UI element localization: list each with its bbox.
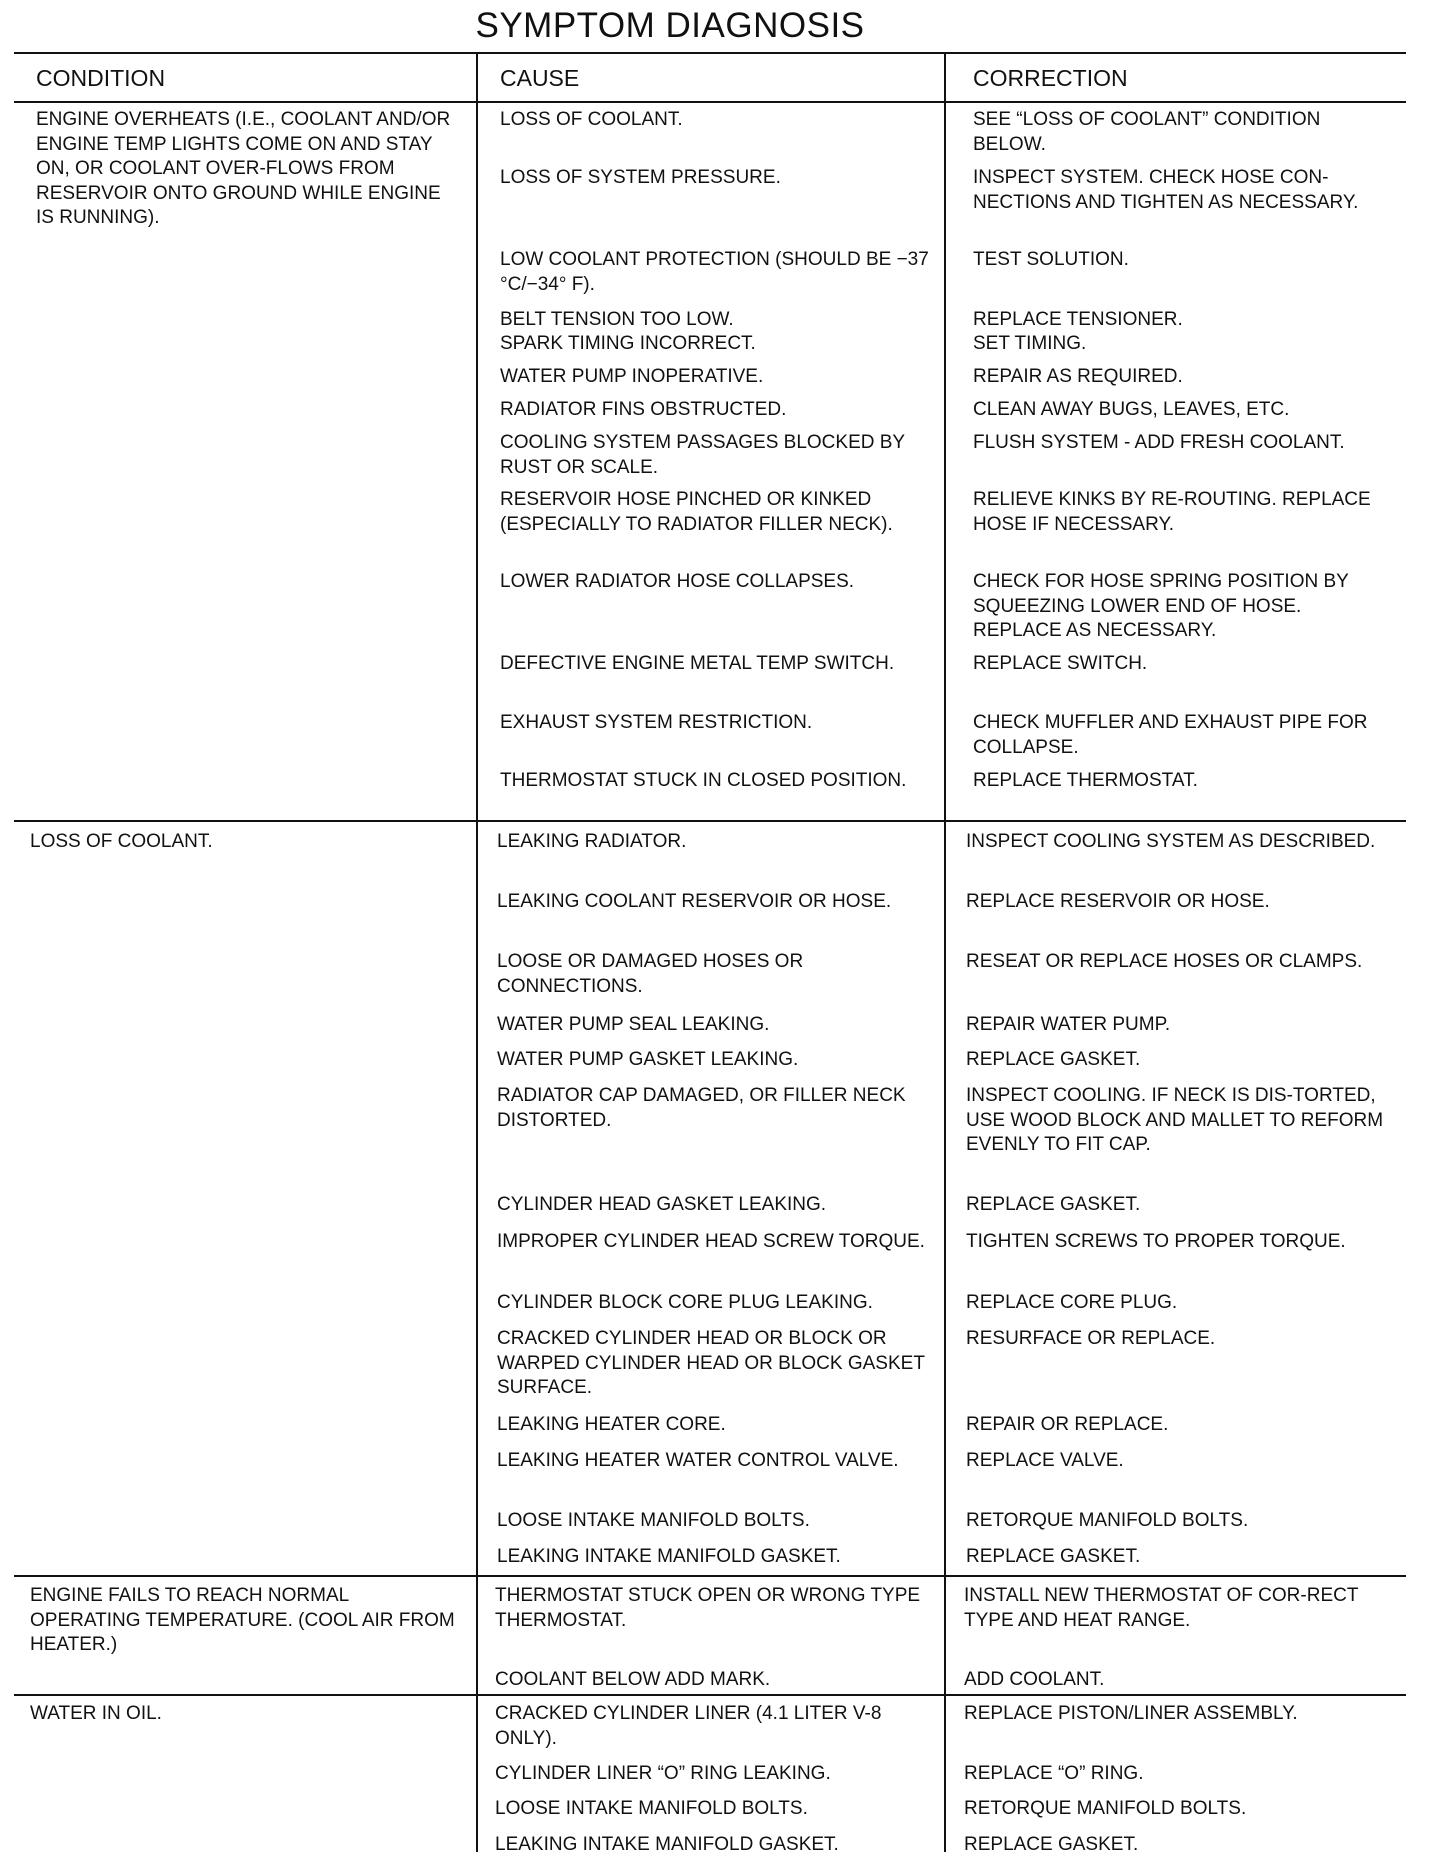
correction-cell: REPAIR AS REQUIRED.: [973, 366, 1183, 387]
header-correction: CORRECTION: [973, 65, 1128, 91]
cause-cell: LEAKING HEATER CORE.: [497, 1414, 726, 1435]
correction-cell: TIGHTEN SCREWS TO PROPER TORQUE.: [966, 1231, 1346, 1252]
cause-cell: CRACKED CYLINDER HEAD OR BLOCK OR WARPED CYLINDER HEAD OR BLOCK GASKET SURFACE.: [497, 1328, 925, 1398]
column-divider-2: [944, 52, 946, 1852]
cause-cell: LEAKING HEATER WATER CONTROL VALVE.: [497, 1450, 899, 1471]
header-condition: CONDITION: [36, 65, 166, 91]
cause-cell: LEAKING INTAKE MANIFOLD GASKET.: [497, 1546, 841, 1567]
cause-cell: CYLINDER LINER “O” RING LEAKING.: [495, 1763, 831, 1784]
correction-cell: ADD COOLANT.: [964, 1669, 1105, 1690]
cause-cell: WATER PUMP GASKET LEAKING.: [497, 1049, 799, 1070]
correction-cell: CHECK MUFFLER AND EXHAUST PIPE FOR COLLAPSE.: [973, 712, 1368, 758]
correction-cell: RETORQUE MANIFOLD BOLTS.: [964, 1798, 1247, 1819]
condition-cell: ENGINE FAILS TO REACH NORMAL OPERATING TEMPERATURE. (COOL AIR FROM HEATER.): [30, 1585, 455, 1655]
cause-cell: CYLINDER HEAD GASKET LEAKING.: [497, 1194, 827, 1215]
correction-cell: REPLACE PISTON/LINER ASSEMBLY.: [964, 1703, 1298, 1724]
correction-cell: SEE “LOSS OF COOLANT” CONDITION BELOW.: [973, 109, 1321, 155]
correction-cell: REPLACE GASKET.: [964, 1834, 1139, 1855]
correction-cell: REPAIR WATER PUMP.: [966, 1014, 1171, 1035]
cause-cell: THERMOSTAT STUCK OPEN OR WRONG TYPE THERMOSTAT.: [495, 1585, 921, 1631]
correction-cell: INSTALL NEW THERMOSTAT OF COR-RECT TYPE AND HEAT RANGE.: [964, 1585, 1359, 1631]
cause-cell: LEAKING COOLANT RESERVOIR OR HOSE.: [497, 891, 892, 912]
correction-cell: REPLACE “O” RING.: [964, 1763, 1144, 1784]
correction-cell: REPLACE SWITCH.: [973, 653, 1148, 674]
cause-cell: LOSS OF SYSTEM PRESSURE.: [500, 167, 781, 188]
correction-cell: INSPECT COOLING SYSTEM AS DESCRIBED.: [966, 831, 1376, 852]
cause-cell: COOLANT BELOW ADD MARK.: [495, 1669, 771, 1690]
cause-cell: RADIATOR FINS OBSTRUCTED.: [500, 399, 787, 420]
correction-cell: REPLACE CORE PLUG.: [966, 1292, 1178, 1313]
cause-cell: LOOSE INTAKE MANIFOLD BOLTS.: [495, 1798, 808, 1819]
correction-cell: FLUSH SYSTEM - ADD FRESH COOLANT.: [973, 432, 1345, 453]
cause-cell: RESERVOIR HOSE PINCHED OR KINKED (ESPECIALLY TO RADIATOR FILLER NECK).: [500, 489, 893, 535]
cause-cell: CRACKED CYLINDER LINER (4.1 LITER V-8 ONLY).: [495, 1703, 882, 1749]
header-bottom-rule: [14, 101, 1406, 103]
correction-cell: REPLACE GASKET.: [966, 1546, 1141, 1567]
correction-cell: REPLACE RESERVOIR OR HOSE.: [966, 891, 1270, 912]
condition-cell: ENGINE OVERHEATS (I.E., COOLANT AND/OR ENGINE TEMP LIGHTS COME ON AND STAY ON, OR COOLANT OVER-FLOWS FROM RESERVOIR ONTO GROUND WHILE ENGINE IS RUNNING).: [36, 109, 451, 228]
cause-cell: SPARK TIMING INCORRECT.: [500, 333, 756, 354]
correction-cell: REPLACE VALVE.: [966, 1450, 1124, 1471]
cause-cell: LOOSE INTAKE MANIFOLD BOLTS.: [497, 1510, 810, 1531]
correction-cell: RESEAT OR REPLACE HOSES OR CLAMPS.: [966, 951, 1363, 972]
cause-cell: LOSS OF COOLANT.: [500, 109, 683, 130]
column-divider-1: [476, 52, 478, 1852]
cause-cell: WATER PUMP INOPERATIVE.: [500, 366, 764, 387]
correction-cell: SET TIMING.: [973, 333, 1087, 354]
condition-cell: LOSS OF COOLANT.: [30, 831, 213, 852]
cause-cell: BELT TENSION TOO LOW.: [500, 309, 734, 330]
section-rule-3: [14, 1575, 1406, 1577]
page-title: SYMPTOM DIAGNOSIS: [475, 6, 865, 45]
correction-cell: RELIEVE KINKS BY RE-ROUTING. REPLACE HOSE IF NECESSARY.: [973, 489, 1371, 535]
cause-cell: WATER PUMP SEAL LEAKING.: [497, 1014, 770, 1035]
cause-cell: LEAKING INTAKE MANIFOLD GASKET.: [495, 1834, 839, 1855]
correction-cell: RETORQUE MANIFOLD BOLTS.: [966, 1510, 1249, 1531]
cause-cell: LOOSE OR DAMAGED HOSES OR CONNECTIONS.: [497, 951, 804, 997]
cause-cell: IMPROPER CYLINDER HEAD SCREW TORQUE.: [497, 1231, 925, 1252]
correction-cell: CLEAN AWAY BUGS, LEAVES, ETC.: [973, 399, 1290, 420]
cause-cell: CYLINDER BLOCK CORE PLUG LEAKING.: [497, 1292, 873, 1313]
cause-cell: COOLING SYSTEM PASSAGES BLOCKED BY RUST OR SCALE.: [500, 432, 905, 478]
cause-cell: EXHAUST SYSTEM RESTRICTION.: [500, 712, 813, 733]
correction-cell: INSPECT COOLING. IF NECK IS DIS-TORTED, USE WOOD BLOCK AND MALLET TO REFORM EVENLY TO FIT CAP.: [966, 1085, 1384, 1155]
correction-cell: REPLACE GASKET.: [966, 1194, 1141, 1215]
correction-cell: REPLACE TENSIONER.: [973, 309, 1183, 330]
correction-cell: TEST SOLUTION.: [973, 249, 1129, 270]
header-cause: CAUSE: [500, 65, 580, 91]
condition-cell: WATER IN OIL.: [30, 1703, 162, 1724]
section-rule-4: [14, 1694, 1406, 1696]
header-top-rule: [14, 52, 1406, 54]
correction-cell: REPLACE THERMOSTAT.: [973, 770, 1198, 791]
cause-cell: DEFECTIVE ENGINE METAL TEMP SWITCH.: [500, 653, 895, 674]
cause-cell: THERMOSTAT STUCK IN CLOSED POSITION.: [500, 770, 907, 791]
correction-cell: REPLACE GASKET.: [966, 1049, 1141, 1070]
section-rule-2: [14, 820, 1406, 822]
correction-cell: REPAIR OR REPLACE.: [966, 1414, 1169, 1435]
correction-cell: INSPECT SYSTEM. CHECK HOSE CON-NECTIONS AND TIGHTEN AS NECESSARY.: [973, 167, 1359, 213]
cause-cell: LOWER RADIATOR HOSE COLLAPSES.: [500, 571, 855, 592]
correction-cell: CHECK FOR HOSE SPRING POSITION BY SQUEEZING LOWER END OF HOSE. REPLACE AS NECESSARY.: [973, 571, 1349, 641]
cause-cell: RADIATOR CAP DAMAGED, OR FILLER NECK DISTORTED.: [497, 1085, 906, 1131]
correction-cell: RESURFACE OR REPLACE.: [966, 1328, 1216, 1349]
cause-cell: LEAKING RADIATOR.: [497, 831, 687, 852]
cause-cell: LOW COOLANT PROTECTION (SHOULD BE −37 °C/−34° F).: [500, 249, 929, 295]
